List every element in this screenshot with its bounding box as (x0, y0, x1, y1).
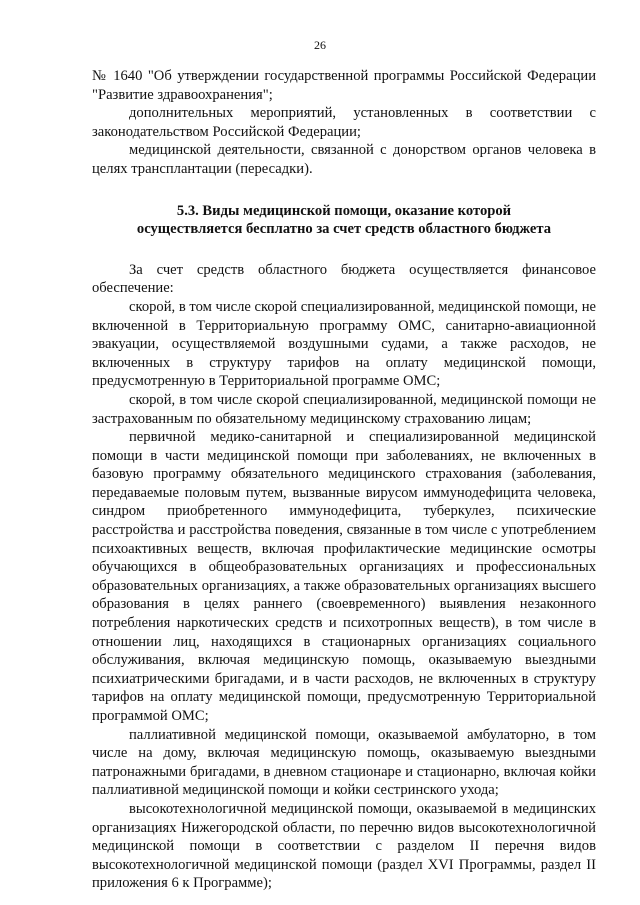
section-title-line-1: 5.3. Виды медицинской помощи, оказание которой (176, 202, 512, 219)
paragraph-additional-measures: дополнительных мероприятий, установленных в соответствии с законодательством Российской Федерации; (92, 105, 596, 140)
paragraph-emergency-uninsured: скорой, в том числе скорой специализированной, медицинской помощи не застрахованным по обязательному медицинскому страхованию лицам; (92, 391, 596, 427)
paragraph-organ-donation: медицинской деятельности, связанной с донорством органов человека в целях трансплантации (пересадки). (92, 142, 596, 177)
paragraph-decree-reference: № 1640 "Об утверждении государственной программы Российской Федерации "Развитие здравоохранения"; (92, 68, 596, 103)
paragraph-palliative-care: паллиативной медицинской помощи, оказываемой амбулаторно, в том числе на дому, включая медицинскую помощь, оказываемую выездными патронажными бригадами, в дневном стационаре и стационарно, включая койки паллиативной медицинской помощи и койки сестринского ухода; (92, 726, 596, 799)
section-title-line-2: осуществляется бесплатно за счет средств областного бюджета (136, 221, 552, 238)
paragraph-primary-specialized-care: первичной медико-санитарной и специализированной медицинской помощи в части медицинской помощи при заболеваниях, не включенных в базовую программу обязательного медицинского страхования (заболевания, передаваемые половым путем, вызванные вирусом иммунодефицита человека, синдром приобретенного иммунодефицита, туберкулез, психические расстройства и расстройства поведения, связанные в том числе с употреблением психоактивных веществ, включая профилактические медицинские осмотры обучающихся в общеобразовательных организациях и профессиональных образовательных организациях, а также образовательных организациях высшего образования в целях раннего (своевременного) выявления незаконного потребления наркотических средств и психотропных веществ), в том числе в отношении лиц, находящихся в стационарных организациях социального обслуживания, включая медицинскую помощь, оказываемую выездными психиатрическими бригадами, и в части расходов, не включенных в структуру тарифов на оплату медицинской помощи, предусмотренную Территориальной программой ОМС; (92, 429, 596, 724)
paragraph-emergency-care: скорой, в том числе скорой специализированной, медицинской помощи, не включенной в Территориальную программу ОМС, санитарно-авиационной эвакуации, осуществляемой воздушными судами, а также расходов, не включенных в структуру тарифов на оплату медицинской помощи, предусмотренную в Территориальной программе ОМС; (92, 298, 596, 390)
paragraph-high-tech-care: высокотехнологичной медицинской помощи, оказываемой в медицинских организациях Нижегородской области, по перечню видов высокотехнологичной медицинской помощи в соответствии с разделом II перечня видов высокотехнологичной медицинской помощи (раздел XVI Программы, раздел II приложения 6 к Программе); (92, 800, 596, 892)
document-body (92, 67, 596, 893)
page-number: 26 (314, 38, 326, 52)
paragraph-financing-intro: За счет средств областного бюджета осуществляется финансовое обеспечение: (92, 261, 596, 297)
section-title (92, 202, 596, 239)
